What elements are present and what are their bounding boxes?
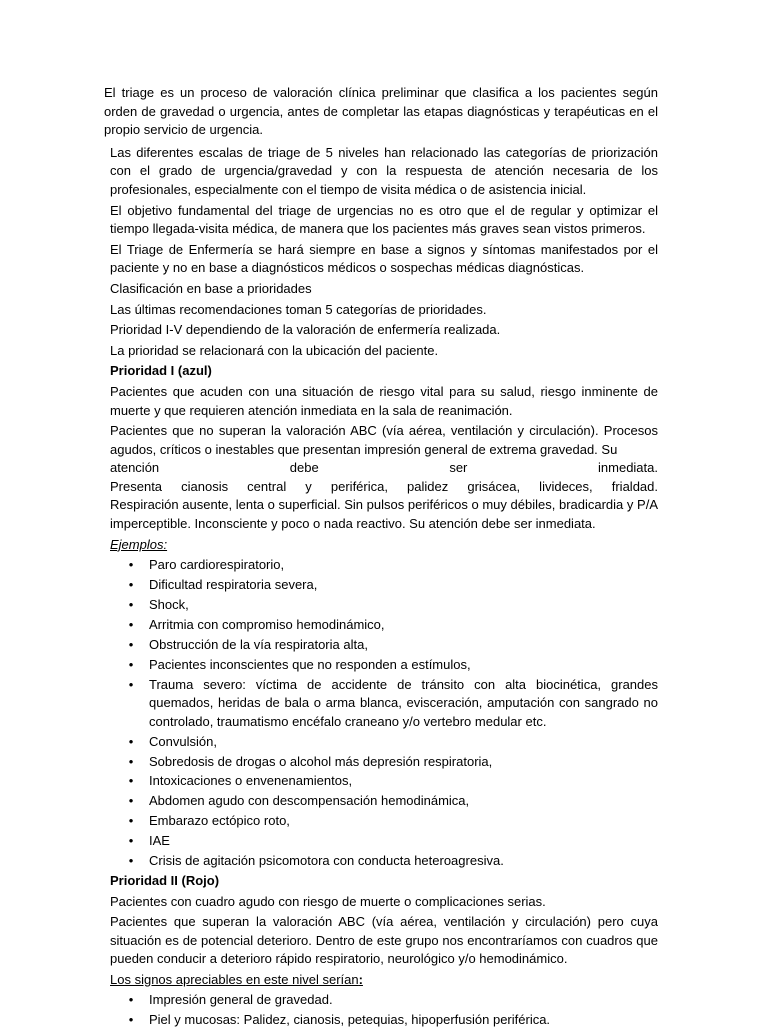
classification-line: Clasificación en base a prioridades: [110, 280, 312, 296]
list-item-text: Pacientes inconscientes que no responden a estímulos,: [149, 656, 471, 672]
list-item-text: Impresión general de gravedad.: [149, 992, 333, 1008]
bullet-icon: •: [128, 833, 134, 849]
bullet-icon: •: [128, 753, 134, 769]
bullet-icon: •: [128, 597, 134, 613]
list-item: [104, 656, 658, 675]
bullet-icon: •: [128, 676, 134, 692]
bullet-icon: •: [128, 557, 134, 573]
list-item: [104, 596, 658, 615]
bullet-icon: •: [128, 636, 134, 652]
bullet-icon: •: [128, 853, 134, 869]
bullet-icon: •: [128, 577, 134, 593]
priority-2-paragraph-1: Pacientes con cuadro agudo con riesgo de muerte o complicaciones serias.: [110, 893, 546, 909]
list-item: [104, 556, 658, 575]
priority-1-attention-line: atención debe ser inmediata.: [110, 460, 658, 476]
list-item-text: Trauma severo: víctima de accidente de tránsito con alta biocinética, grandes quemados, heridas de bala o arma blanca, evisceración, amputación con sangrado no controlado, traumatismo encéfalo craneano y/o vertebro medular etc.: [149, 676, 658, 729]
list-item-text: IAE: [149, 833, 170, 849]
list-item: [104, 852, 658, 871]
signs-list: [104, 991, 658, 1029]
signs-label: [104, 971, 658, 990]
list-item: [104, 676, 658, 732]
location-line: La prioridad se relacionará con la ubicación del paciente.: [110, 342, 439, 358]
list-item: [104, 832, 658, 851]
list-item-text: Embarazo ectópico roto,: [149, 813, 290, 829]
priority-1-signs-line: Presenta cianosis central y periférica, palidez grisácea, livideces, frialdad.: [110, 478, 658, 494]
list-item-text: Crisis de agitación psicomotora con conducta heteroagresiva.: [149, 853, 504, 869]
list-item-text: Shock,: [149, 597, 189, 613]
bullet-icon: •: [128, 793, 134, 809]
priority-1-paragraph-1: Pacientes que acuden con una situación de riesgo vital para su salud, riesgo inminente de muerte y que requieren atención inmediata en la sala de reanimación.: [110, 383, 658, 418]
list-item: [104, 616, 658, 635]
list-item: [104, 636, 658, 655]
priority-1-paragraph-4: Respiración ausente, lenta o superficial. Sin pulsos periféricos o muy débiles, bradicardia y P/A imperceptible. Inconsciente y poco o nada reactivo. Su atención debe ser inmediata.: [110, 497, 658, 532]
list-item: [104, 576, 658, 595]
priority-1-paragraph-2: Pacientes que no superan la valoración ABC (vía aérea, ventilación y circulación). Procesos agudos, críticos o inestables que presentan impresión general de extrema gravedad. Su: [110, 423, 658, 457]
list-item: [104, 812, 658, 831]
bullet-icon: •: [128, 733, 134, 749]
recommendations-line: Las últimas recomendaciones toman 5 categorías de prioridades.: [110, 301, 487, 317]
list-item-text: Arritmia con compromiso hemodinámico,: [149, 616, 385, 632]
list-item: [104, 753, 658, 772]
bullet-icon: •: [128, 1012, 134, 1028]
list-item-text: Convulsión,: [149, 733, 217, 749]
examples-list: [104, 556, 658, 870]
list-item-text: Paro cardiorespiratorio,: [149, 557, 285, 573]
list-item: [104, 792, 658, 811]
bullet-icon: •: [128, 616, 134, 632]
signs-label-colon: :: [358, 971, 363, 987]
list-item-text: Sobredosis de drogas o alcohol más depresión respiratoria,: [149, 753, 493, 769]
priority-range-line: Prioridad I-V dependiendo de la valoración de enfermería realizada.: [110, 322, 501, 338]
list-item-text: Dificultad respiratoria severa,: [149, 577, 318, 593]
list-item: [104, 991, 658, 1010]
list-item: [104, 733, 658, 752]
intro-paragraph-4: El Triage de Enfermería se hará siempre en base a signos y síntomas manifestados por el paciente y no en base a diagnósticos médicos o sospechas médicas diagnósticas.: [110, 241, 658, 276]
intro-paragraph-1: El triage es un proceso de valoración clínica preliminar que clasifica a los pacientes según orden de gravedad o urgencia, antes de completar las etapas diagnósticas y terapéuticas en el propio servicio de urgencia.: [104, 85, 658, 138]
priority-2-heading: Prioridad II (Rojo): [110, 872, 220, 888]
list-item: [104, 1011, 658, 1030]
bullet-icon: •: [128, 813, 134, 829]
bullet-icon: •: [128, 656, 134, 672]
bullet-icon: •: [128, 992, 134, 1008]
bullet-icon: •: [128, 773, 134, 789]
intro-paragraph-2: Las diferentes escalas de triage de 5 niveles han relacionado las categorías de priorización con el grado de urgencia/gravedad y con la respuesta de atención necesaria de los profesionales, especialmente con el tiempo de visita médica o de asistencia inicial.: [110, 144, 658, 197]
intro-paragraph-3: El objetivo fundamental del triage de urgencias no es otro que el de regular y optimizar el tiempo llegada-visita médica, de manera que los pacientes más graves sean vistos primeros.: [110, 202, 658, 237]
examples-label: Ejemplos:: [110, 536, 168, 552]
list-item-text: Obstrucción de la vía respiratoria alta,: [149, 636, 368, 652]
list-item-text: Intoxicaciones o envenenamientos,: [149, 773, 353, 789]
list-item: [104, 772, 658, 791]
list-item-text: Abdomen agudo con descompensación hemodinámica,: [149, 793, 470, 809]
priority-2-paragraph-2: Pacientes que superan la valoración ABC (vía aérea, ventilación y circulación) pero cuya situación es de potencial deterioro. Dentro de este grupo nos encontraríamos con cuadros que pueden conducir a deterioro rápido respiratorio, neurológico y/o hemodinámico.: [110, 914, 658, 967]
priority-1-heading: Prioridad I (azul): [110, 363, 212, 379]
signs-label-text: Los signos apreciables en este nivel serían: [110, 971, 359, 987]
list-item-text: Piel y mucosas: Palidez, cianosis, petequias, hipoperfusión periférica.: [149, 1012, 551, 1028]
